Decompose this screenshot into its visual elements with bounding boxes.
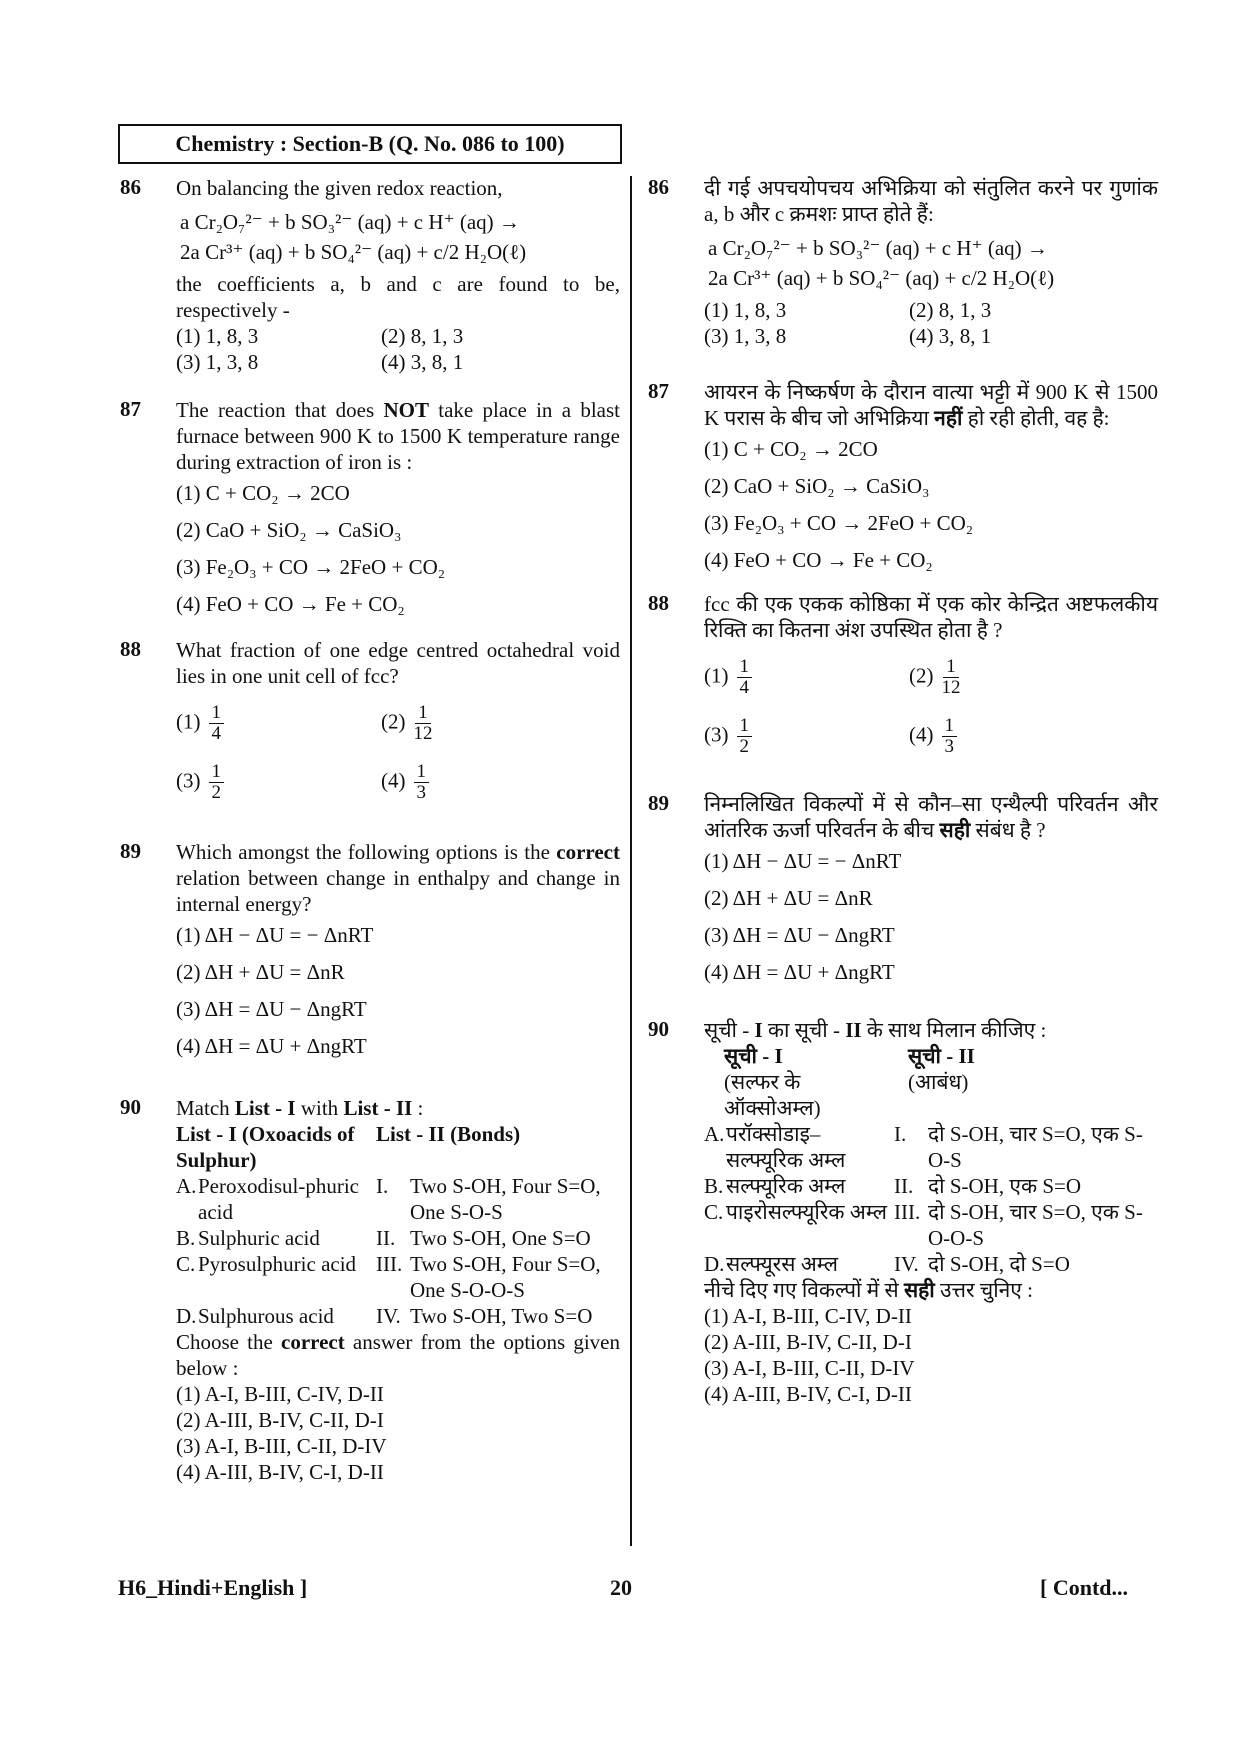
question-number: 88 — [648, 591, 669, 615]
question-stem: सूची - I का सूची - II के साथ मिलान कीजिए : — [704, 1018, 1047, 1042]
question-number: 87 — [648, 379, 669, 403]
question-number: 89 — [648, 791, 669, 815]
question-87-en — [120, 397, 620, 623]
option-1[interactable]: (1) $\frac{1}{4}$ — [176, 703, 381, 744]
question-stem: आयरन के निष्कर्षण के दौरान वात्या भट्टी में 900 K से 1500 K परास के बीच जो अभिक्रिया नहीं हो रही होती, वह है: — [704, 380, 1158, 430]
option-1[interactable]: (1) ΔH − ΔU = − ΔnRT — [704, 849, 902, 873]
option-2[interactable]: (2) CaO + SiO₂ → CaSiO₃ — [704, 474, 930, 498]
question-number: 88 — [120, 637, 141, 661]
option-1[interactable]: (1) 1, 8, 3 — [176, 324, 259, 348]
equation-line-2: 2a Cr³⁺ (aq) + b SO₄²⁻ (aq) + c/2 H₂O(ℓ) — [708, 266, 1055, 290]
question-stem-2: the coefficients a, b and c are found to be, respectively - — [176, 272, 620, 322]
option-2[interactable]: (2) $\frac{1}{12}$ — [909, 656, 961, 698]
question-number: 90 — [120, 1095, 141, 1119]
question-stem: The reaction that does NOT take place in a blast furnace between 900 K to 1500 K temperature range during extraction of iron is : — [176, 398, 621, 474]
match-table: सूची - I (सल्फर के ऑक्सोअम्ल) सूची - II (आबंध) A. परॉक्सोडाइ– सल्फ्यूरिक अम्ल I. दो S-OH, चार S=O, एक S-O-S B. सल्फ्यूरिक अम्ल II. दो S-OH, एक S=O C. पाइरोसल्फ्यूरिक अम्ल III. दो S-OH, चार S=O, एक S-O-O-S D. सल्फ्यूरस अम्ल IV. दो S-OH, दो S=O — [704, 1044, 1143, 1276]
option-4[interactable]: (4) FeO + CO → Fe + CO₂ — [176, 592, 405, 616]
choose-instruction: Choose the correct answer from the options given below : — [176, 1330, 621, 1380]
option-2[interactable]: (2) ΔH + ΔU = ΔnR — [176, 960, 345, 984]
column-divider — [630, 176, 632, 1546]
option-4[interactable]: (4) $\frac{1}{3}$ — [381, 762, 581, 803]
option-4[interactable]: (4) 3, 8, 1 — [909, 324, 992, 348]
choose-instruction: नीचे दिए गए विकल्पों में से सही उत्तर चुनिए : — [704, 1278, 1033, 1302]
question-number: 89 — [120, 839, 141, 863]
footer-code: H6_Hindi+English ] — [118, 1575, 308, 1600]
question-stem: निम्नलिखित विकल्पों में से कौन–सा एन्थैल्पी परिवर्तन और आंतरिक ऊर्जा परिवर्तन के बीच सही संबंध है ? — [704, 792, 1158, 842]
question-stem: On balancing the given redox reaction, — [176, 176, 503, 200]
option-4[interactable]: (4) $\frac{1}{3}$ — [909, 716, 1109, 757]
question-number: 86 — [648, 175, 669, 199]
option-1[interactable]: (1) ΔH − ΔU = − ΔnRT — [176, 923, 374, 947]
question-87-hi — [648, 379, 1158, 579]
option-2[interactable]: (2) 8, 1, 3 — [381, 324, 464, 348]
option-3[interactable]: (3) A-I, B-III, C-II, D-IV — [704, 1356, 915, 1380]
section-header: Chemistry : Section-B (Q. No. 086 to 100) — [118, 124, 622, 164]
option-3[interactable]: (3) $\frac{1}{2}$ — [176, 762, 381, 803]
question-86-hi — [648, 175, 1158, 349]
option-2[interactable]: (2) A-III, B-IV, C-II, D-I — [176, 1408, 384, 1432]
page-number: 20 — [610, 1575, 632, 1600]
question-86-en — [120, 175, 620, 375]
english-column — [120, 175, 620, 1485]
question-90-hi — [648, 1017, 1158, 1407]
option-3[interactable]: (3) $\frac{1}{2}$ — [704, 716, 909, 757]
equation-line-1: a Cr₂O₇²⁻ + b SO₃²⁻ (aq) + c H⁺ (aq) → — [180, 210, 520, 234]
option-2[interactable]: (2) ΔH + ΔU = ΔnR — [704, 886, 873, 910]
option-1[interactable]: (1) A-I, B-III, C-IV, D-II — [176, 1382, 384, 1406]
option-3[interactable]: (3) Fe₂O₃ + CO → 2FeO + CO₂ — [704, 511, 974, 535]
option-3[interactable]: (3) A-I, B-III, C-II, D-IV — [176, 1434, 387, 1458]
redox-equation — [708, 233, 1158, 293]
question-88-en — [120, 637, 620, 803]
equation-line-1: a Cr₂O₇²⁻ + b SO₃²⁻ (aq) + c H⁺ (aq) → — [708, 236, 1048, 260]
list-1-heading: List - I (Oxoacids of Sulphur) — [176, 1122, 355, 1172]
option-1[interactable]: (1) C + CO₂ → 2CO — [176, 481, 350, 505]
question-number: 90 — [648, 1017, 669, 1041]
redox-equation — [180, 207, 620, 267]
option-4[interactable]: (4) FeO + CO → Fe + CO₂ — [704, 548, 933, 572]
question-88-hi — [648, 591, 1158, 757]
option-4[interactable]: (4) ΔH = ΔU + ΔngRT — [704, 960, 895, 984]
option-4[interactable]: (4) 3, 8, 1 — [381, 350, 464, 374]
question-90-en — [120, 1095, 620, 1485]
option-2[interactable]: (2) 8, 1, 3 — [909, 298, 992, 322]
option-1[interactable]: (1) C + CO₂ → 2CO — [704, 437, 878, 461]
question-number: 87 — [120, 397, 141, 421]
option-2[interactable]: (2) $\frac{1}{12}$ — [381, 702, 433, 744]
match-table: List - I (Oxoacids of Sulphur) List - II (Bonds) A. Peroxodisul-phuric acid I. Two S-OH, Four S=O, One S-O-S B. Sulphuric acid II. Two S-OH, One S=O C. Pyrosulphuric acid III. Two S-OH, Four S=O, One S-O-O-S D. Sulphurous acid IV. Two S-OH, Two S=O — [176, 1121, 620, 1329]
question-number: 86 — [120, 175, 141, 199]
list-2-heading: List - II (Bonds) — [376, 1122, 521, 1146]
option-3[interactable]: (3) 1, 3, 8 — [176, 350, 259, 374]
question-stem: What fraction of one edge centred octahedral void lies in one unit cell of fcc? — [176, 638, 620, 688]
question-89-hi — [648, 791, 1158, 991]
option-3[interactable]: (3) 1, 3, 8 — [704, 324, 787, 348]
option-1[interactable]: (1) 1, 8, 3 — [704, 298, 787, 322]
option-2[interactable]: (2) CaO + SiO₂ → CaSiO₃ — [176, 518, 402, 542]
option-3[interactable]: (3) ΔH = ΔU − ΔngRT — [704, 923, 895, 947]
option-3[interactable]: (3) ΔH = ΔU − ΔngRT — [176, 997, 367, 1021]
question-stem: Which amongst the following options is the correct relation between change in enthalpy and change in internal energy? — [176, 840, 620, 916]
option-2[interactable]: (2) A-III, B-IV, C-II, D-I — [704, 1330, 912, 1354]
option-4[interactable]: (4) A-III, B-IV, C-I, D-II — [704, 1382, 912, 1406]
option-1[interactable]: (1) $\frac{1}{4}$ — [704, 657, 909, 698]
option-4[interactable]: (4) ΔH = ΔU + ΔngRT — [176, 1034, 367, 1058]
footer-contd: [ Contd... — [1040, 1575, 1129, 1600]
question-stem: fcc की एक एकक कोष्ठिका में एक कोर केन्द्रित अष्टफलकीय रिक्ति का कितना अंश उपस्थित होता है ? — [704, 592, 1158, 642]
option-4[interactable]: (4) A-III, B-IV, C-I, D-II — [176, 1460, 384, 1484]
question-stem: Match List - I with List - II : — [176, 1096, 424, 1120]
question-89-en — [120, 839, 620, 1065]
option-3[interactable]: (3) Fe₂O₃ + CO → 2FeO + CO₂ — [176, 555, 446, 579]
question-stem: दी गई अपचयोपचय अभिक्रिया को संतुलित करने पर गुणांक a, b और c क्रमशः प्राप्त होते हैं: — [704, 176, 1158, 226]
option-1[interactable]: (1) A-I, B-III, C-IV, D-II — [704, 1304, 912, 1328]
equation-line-2: 2a Cr³⁺ (aq) + b SO₄²⁻ (aq) + c/2 H₂O(ℓ) — [180, 240, 527, 264]
hindi-column — [648, 175, 1158, 1407]
